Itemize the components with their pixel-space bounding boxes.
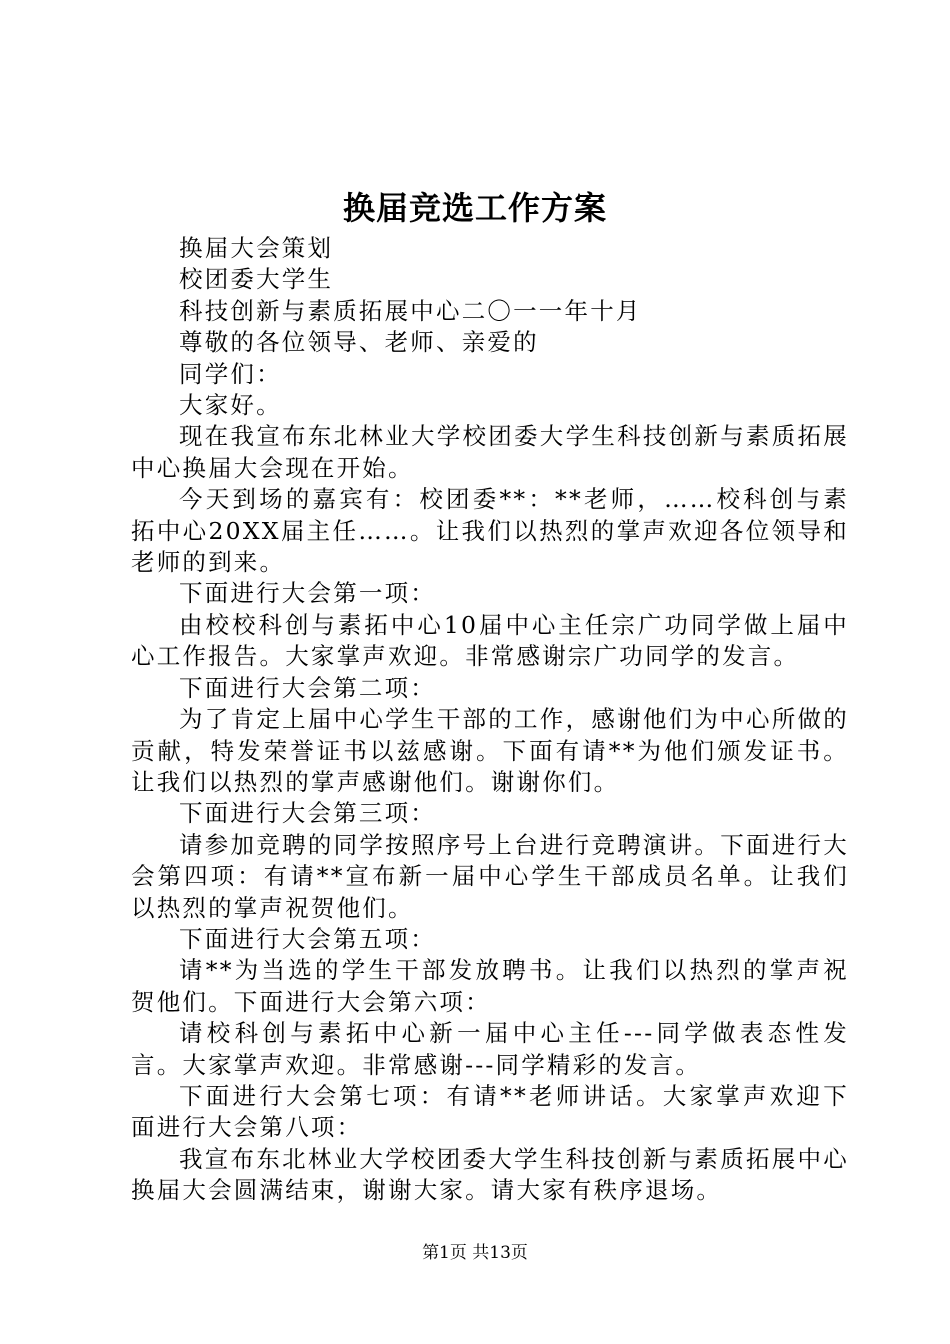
paragraph: 下面进行大会第三项： — [179, 799, 436, 828]
paragraph: 下面进行大会第一项： — [179, 579, 436, 608]
paragraph: 由校校科创与素拓中心10届中心主任宗广功同学做上届中心工作报告。大家掌声欢迎。非常感谢宗广功同学的发言。 — [131, 610, 849, 671]
paragraph: 为了肯定上届中心学生干部的工作，感谢他们为中心所做的贡献，特发荣誉证书以兹感谢。下面有请**为他们颁发证书。让我们以热烈的掌声感谢他们。谢谢你们。 — [131, 705, 849, 796]
paragraph: 今天到场的嘉宾有：校团委**：**老师，……校科创与素拓中心20XX届主任……。让我们以热烈的掌声欢迎各位领导和老师的到来。 — [131, 485, 849, 577]
paragraph: 科技创新与素质拓展中心二〇一一年十月 — [179, 296, 642, 325]
paragraph: 同学们： — [179, 359, 282, 388]
paragraph: 大家好。 — [179, 391, 282, 420]
paragraph: 现在我宣布东北林业大学校团委大学生科技创新与素质拓展中心换届大会现在开始。 — [131, 422, 849, 482]
paragraph: 换届大会策划 — [179, 234, 334, 262]
paragraph: 请**为当选的学生干部发放聘书。让我们以热烈的掌声祝贺他们。下面进行大会第六项： — [131, 956, 849, 1016]
paragraph: 请校科创与素拓中心新一届中心主任---同学做表态性发言。大家掌声欢迎。非常感谢---同学精彩的发言。 — [131, 1019, 849, 1079]
page-footer: 第1页 共13页 — [422, 1243, 528, 1263]
document-body — [131, 233, 849, 1207]
document-title: 换届竞选工作方案 — [342, 189, 607, 227]
paragraph: 校团委大学生 — [179, 265, 334, 294]
paragraph: 下面进行大会第五项： — [179, 924, 436, 953]
paragraph: 我宣布东北林业大学校团委大学生科技创新与素质拓展中心换届大会圆满结束，谢谢大家。请大家有秩序退场。 — [131, 1144, 849, 1205]
paragraph: 尊敬的各位领导、老师、亲爱的 — [179, 328, 539, 357]
paragraph: 请参加竞聘的同学按照序号上台进行竞聘演讲。下面进行大会第四项：有请**宣布新一届中心学生干部成员名单。让我们以热烈的掌声祝贺他们。 — [131, 830, 849, 922]
paragraph: 下面进行大会第七项：有请**老师讲话。大家掌声欢迎下面进行大会第八项： — [131, 1081, 849, 1142]
paragraph: 下面进行大会第二项： — [179, 673, 436, 702]
